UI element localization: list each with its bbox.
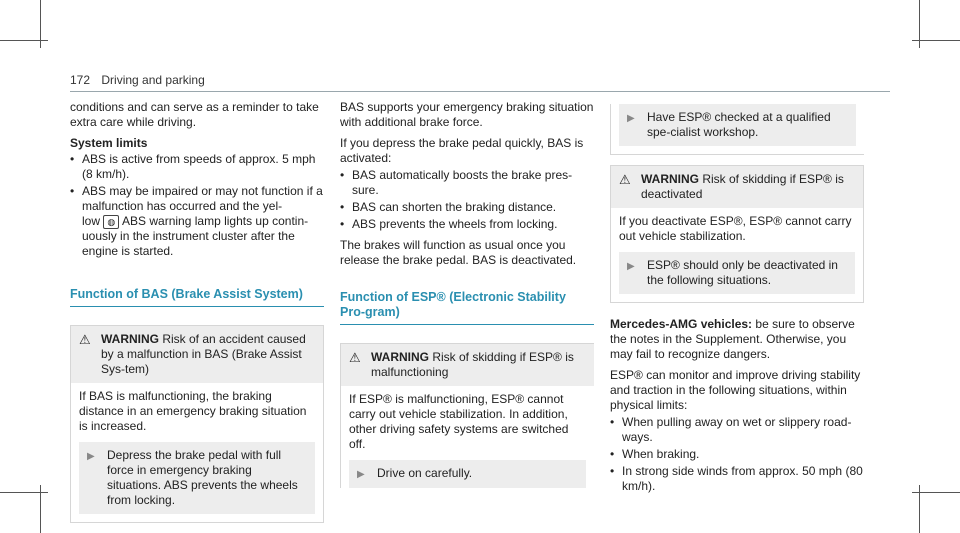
crop-mark bbox=[0, 40, 48, 41]
abs-warning-lamp-text bbox=[70, 214, 324, 259]
amg-note bbox=[610, 317, 864, 362]
esp-situations-list bbox=[610, 415, 864, 494]
warning-label: WARNING bbox=[371, 350, 429, 364]
amg-text: be sure to observe the notes in the Supplement. Otherwise, you may fail to recognize dangers. bbox=[610, 317, 855, 361]
warning-title-text: Risk of an accident caused by a malfunction in BAS (Brake Assist Sys-tem) bbox=[101, 332, 306, 376]
warning-triangle-icon: ⚠ bbox=[619, 172, 631, 187]
bas-list bbox=[340, 168, 594, 232]
list-item: • ABS may be impaired or may not function if a malfunction has occurred and the yel- bbox=[70, 184, 324, 214]
list-item: • ABS is active from speeds of approx. 5 mph (8 km/h). bbox=[70, 152, 324, 182]
esp-heading: Function of ESP® (Electronic Stability Pro-gram) bbox=[340, 290, 594, 325]
page-header bbox=[70, 73, 205, 87]
paragraph: The brakes will function as usual once you release the brake pedal. BAS is deactivated. bbox=[340, 238, 577, 267]
page-number: 172 bbox=[70, 73, 91, 87]
list-item: • BAS can shorten the braking distance. bbox=[340, 200, 594, 215]
warning-label: WARNING bbox=[641, 172, 699, 186]
action-text: Depress the brake pedal with full force in emergency braking situations. ABS prevents the wheels from locking. bbox=[107, 448, 298, 507]
arrow-right-icon: ▶ bbox=[357, 469, 365, 480]
column-3 bbox=[610, 100, 864, 500]
warning-triangle-icon: ⚠ bbox=[79, 332, 91, 347]
list-item: • BAS automatically boosts the brake pres-sure. bbox=[340, 168, 594, 198]
warning-body: If ESP® is malfunctioning, ESP® cannot carry out vehicle stabilization. In addition, other driving safety systems are switched off. bbox=[349, 392, 569, 451]
arrow-right-icon: ▶ bbox=[87, 451, 95, 462]
limits-list bbox=[70, 152, 324, 214]
list-item: • When braking. bbox=[610, 447, 864, 462]
paragraph: ESP® can monitor and improve driving stability and traction in the following situations, within physical limits: bbox=[610, 368, 861, 412]
warning-action bbox=[349, 460, 586, 488]
warning-label: WARNING bbox=[101, 332, 159, 346]
low-text: low bbox=[82, 214, 101, 228]
esp-action-box bbox=[610, 104, 864, 155]
esp-deactivate-warning-box bbox=[610, 165, 864, 303]
arrow-right-icon: ▶ bbox=[627, 113, 635, 124]
abs-warning-lamp-icon: ◍ bbox=[103, 215, 119, 229]
warning-action bbox=[619, 104, 856, 146]
arrow-right-icon: ▶ bbox=[627, 261, 635, 272]
bas-heading: Function of BAS (Brake Assist System) bbox=[70, 287, 324, 307]
warning-body: If you deactivate ESP®, ESP® cannot carry out vehicle stabilization. bbox=[619, 214, 852, 243]
warning-title bbox=[611, 166, 863, 208]
crop-mark bbox=[912, 40, 960, 41]
action-text: Drive on carefully. bbox=[377, 466, 473, 480]
crop-mark bbox=[0, 492, 48, 493]
warning-title-text: Risk of skidding if ESP® is deactivated bbox=[641, 172, 844, 201]
warning-title-text: Risk of skidding if ESP® is malfunctioning bbox=[371, 350, 574, 379]
bas-warning-box bbox=[70, 325, 324, 523]
system-limits-title: System limits bbox=[70, 136, 148, 150]
warning-title bbox=[71, 326, 323, 383]
intro-text: conditions and can serve as a reminder to take extra care while driving. bbox=[70, 100, 319, 129]
list-item: • ABS prevents the wheels from locking. bbox=[340, 217, 594, 232]
list-item: • In strong side winds from approx. 50 mph (80 km/h). bbox=[610, 464, 864, 494]
paragraph: If you depress the brake pedal quickly, BAS is activated: bbox=[340, 136, 584, 165]
column-1 bbox=[70, 100, 324, 533]
crop-mark bbox=[912, 492, 960, 493]
action-text: Have ESP® checked at a qualified spe-cialist workshop. bbox=[647, 110, 831, 139]
esp-warning-box bbox=[340, 343, 594, 488]
paragraph: BAS supports your emergency braking situation with additional brake force. bbox=[340, 100, 594, 129]
action-text: ESP® should only be deactivated in the following situations. bbox=[647, 258, 838, 287]
warning-action bbox=[79, 442, 315, 514]
warning-triangle-icon: ⚠ bbox=[349, 350, 361, 365]
section-title: Driving and parking bbox=[101, 73, 205, 87]
warning-action bbox=[619, 252, 855, 294]
warning-body: If BAS is malfunctioning, the braking distance in an emergency braking situation is increased. bbox=[79, 389, 307, 433]
header-divider bbox=[70, 91, 890, 92]
amg-label: Mercedes-AMG vehicles: bbox=[610, 317, 753, 331]
list-item: • When pulling away on wet or slippery road-ways. bbox=[610, 415, 864, 445]
column-2 bbox=[340, 100, 594, 498]
list-item: ABS warning lamp lights up contin-uously in the instrument cluster after the engine is started. bbox=[82, 214, 309, 258]
warning-title bbox=[341, 344, 594, 386]
